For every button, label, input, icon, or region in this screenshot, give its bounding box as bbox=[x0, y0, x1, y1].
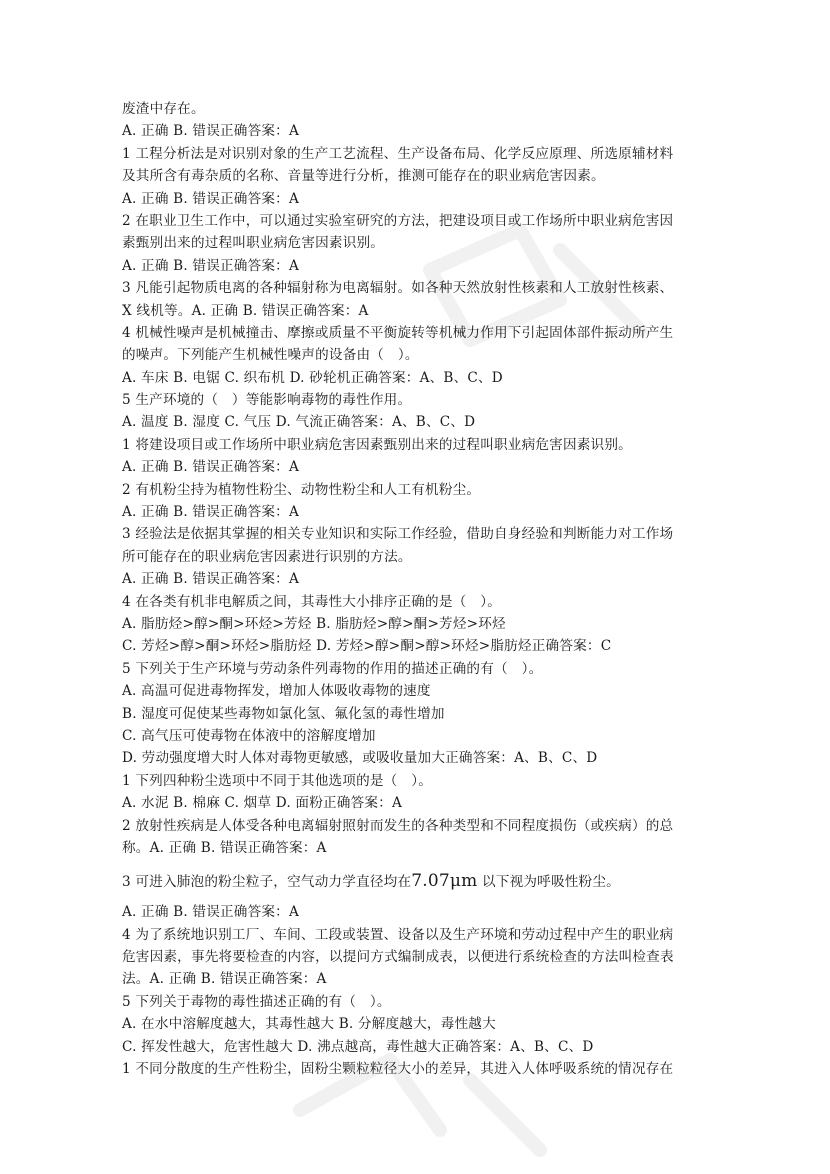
answer-line: 法。A. 正确 B. 错误正确答案：A bbox=[122, 971, 327, 988]
answer-line: A. 正确 B. 错误正确答案：A bbox=[122, 123, 299, 140]
option-line: A. 在水中溶解度越大，其毒性越大 B. 分解度越大，毒性越大 bbox=[122, 1016, 496, 1033]
question-line: 1 将建设项目或工作场所中职业病危害因素甄别出来的过程叫职业病危害因素识别。 bbox=[122, 436, 632, 453]
question-line: 4 机械性噪声是机械撞击、摩擦或质量不平衡旋转等机械力作用下引起固体部件振动所产生 bbox=[122, 324, 674, 341]
answer-line: C. 挥发性越大，危害性越大 D. 沸点越高，毒性越大正确答案：A、B、C、D bbox=[122, 1038, 594, 1055]
question-line: 4 在各类有机非电解质之间，其毒性大小排序正确的是（ ）。 bbox=[122, 593, 501, 610]
question-line: 5 下列关于生产环境与劳动条件列毒物的作用的描述正确的有（ ）。 bbox=[122, 660, 543, 677]
formula-question-line bbox=[122, 864, 722, 898]
formula-unit: μm bbox=[449, 871, 478, 892]
question-line: 素甄别出来的过程叫职业病危害因素识别。 bbox=[122, 235, 385, 252]
answer-line: C. 芳烃>醇>酮>环烃>脂肪烃 D. 芳烃>醇>酮>醇>环烃>脂肪烃正确答案：C bbox=[122, 638, 612, 655]
text-line: 废渣中存在。 bbox=[122, 101, 205, 117]
answer-line: X 线机等。A. 正确 B. 错误正确答案：A bbox=[122, 302, 369, 319]
answer-line: A. 车床 B. 电锯 C. 织布机 D. 砂轮机正确答案：A、B、C、D bbox=[122, 369, 503, 386]
answer-line: A. 正确 B. 错误正确答案：A bbox=[122, 257, 299, 274]
question-line: 1 不同分散度的生产性粉尘，固粉尘颗粒粒径大小的差异，其进入人体呼吸系统的情况存在 bbox=[122, 1061, 674, 1078]
question-line: 所可能存在的职业病危害因素进行识别的方法。 bbox=[122, 548, 412, 565]
question-line: 及其所含有毒杂质的名称、音量等进行分析，推测可能存在的职业病危害因素。 bbox=[122, 168, 605, 185]
option-line: C. 高气压可使毒物在体液中的溶解度增加 bbox=[122, 727, 376, 744]
answer-line: A. 正确 B. 错误正确答案：A bbox=[122, 571, 299, 588]
document-body bbox=[122, 98, 722, 1080]
question-line: 5 生产环境的（ ）等能影响毒物的毒性作用。 bbox=[122, 392, 412, 409]
option-line: A. 脂肪烃>醇>酮>环烃>芳烃 B. 脂肪烃>醇>酮>芳烃>环烃 bbox=[122, 615, 506, 632]
question-line: 4 为了系统地识别工厂、车间、工段或装置、设备以及生产环境和劳动过程中产生的职业病 bbox=[122, 926, 674, 943]
question-line: 2 在职业卫生工作中，可以通过实验室研究的方法，把建设项目或工作场所中职业病危害因 bbox=[122, 212, 674, 229]
answer-line: A. 温度 B. 湿度 C. 气压 D. 气流正确答案：A、B、C、D bbox=[122, 414, 476, 431]
formula-prefix: 3 可进入肺泡的粉尘粒子，空气动力学直径均在 bbox=[122, 874, 412, 891]
question-line: 1 工程分析法是对识别对象的生产工艺流程、生产设备布局、化学反应原理、所选原辅材料 bbox=[122, 145, 674, 162]
answer-line: A. 正确 B. 错误正确答案：A bbox=[122, 190, 299, 207]
question-line: 1 下列四种粉尘选项中不同于其他选项的是（ ）。 bbox=[122, 772, 433, 789]
question-line: 2 放射性疾病是人体受各种电离辐射照射而发生的各种类型和不同程度损伤（或疾病）的总 bbox=[122, 817, 674, 834]
watermark-mark-bottom-stroke bbox=[470, 1080, 540, 1150]
answer-line: A. 正确 B. 错误正确答案：A bbox=[122, 904, 299, 921]
answer-line: 称。A. 正确 B. 错误正确答案：A bbox=[122, 839, 327, 856]
answer-line: D. 劳动强度增大时人体对毒物更敏感，或吸收量加大正确答案：A、B、C、D bbox=[122, 750, 598, 767]
answer-line: A. 正确 B. 错误正确答案：A bbox=[122, 459, 299, 476]
question-line: 危害因素，事先将要检查的内容，以提问方式编制成表，以便进行系统检查的方法叫检查表 bbox=[122, 949, 674, 966]
answer-line: A. 水泥 B. 棉麻 C. 烟草 D. 面粉正确答案：A bbox=[122, 795, 403, 812]
answer-line: A. 正确 B. 错误正确答案：A bbox=[122, 504, 299, 521]
question-line: 2 有机粉尘持为植物性粉尘、动物性粉尘和人工有机粉尘。 bbox=[122, 481, 481, 498]
formula-value: 7.07 bbox=[411, 871, 450, 892]
option-line: A. 高温可促进毒物挥发，增加人体吸收毒物的速度 bbox=[122, 683, 431, 700]
question-line: 3 凡能引起物质电离的各种辐射称为电离辐射。如各种天然放射性核素和人工放射性核素、 bbox=[122, 280, 674, 297]
formula-suffix: 以下视为呼吸性粉尘。 bbox=[477, 874, 620, 891]
question-line: 3 经验法是依据其掌握的相关专业知识和实际工作经验，借助自身经验和判断能力对工作场 bbox=[122, 526, 674, 543]
question-line: 的噪声。下列能产生机械性噪声的设备由（ ）。 bbox=[122, 347, 419, 364]
option-line: B. 湿度可促使某些毒物如氯化氢、氟化氢的毒性增加 bbox=[122, 705, 445, 722]
question-line: 5 下列关于毒物的毒性描述正确的有（ ）。 bbox=[122, 993, 391, 1010]
